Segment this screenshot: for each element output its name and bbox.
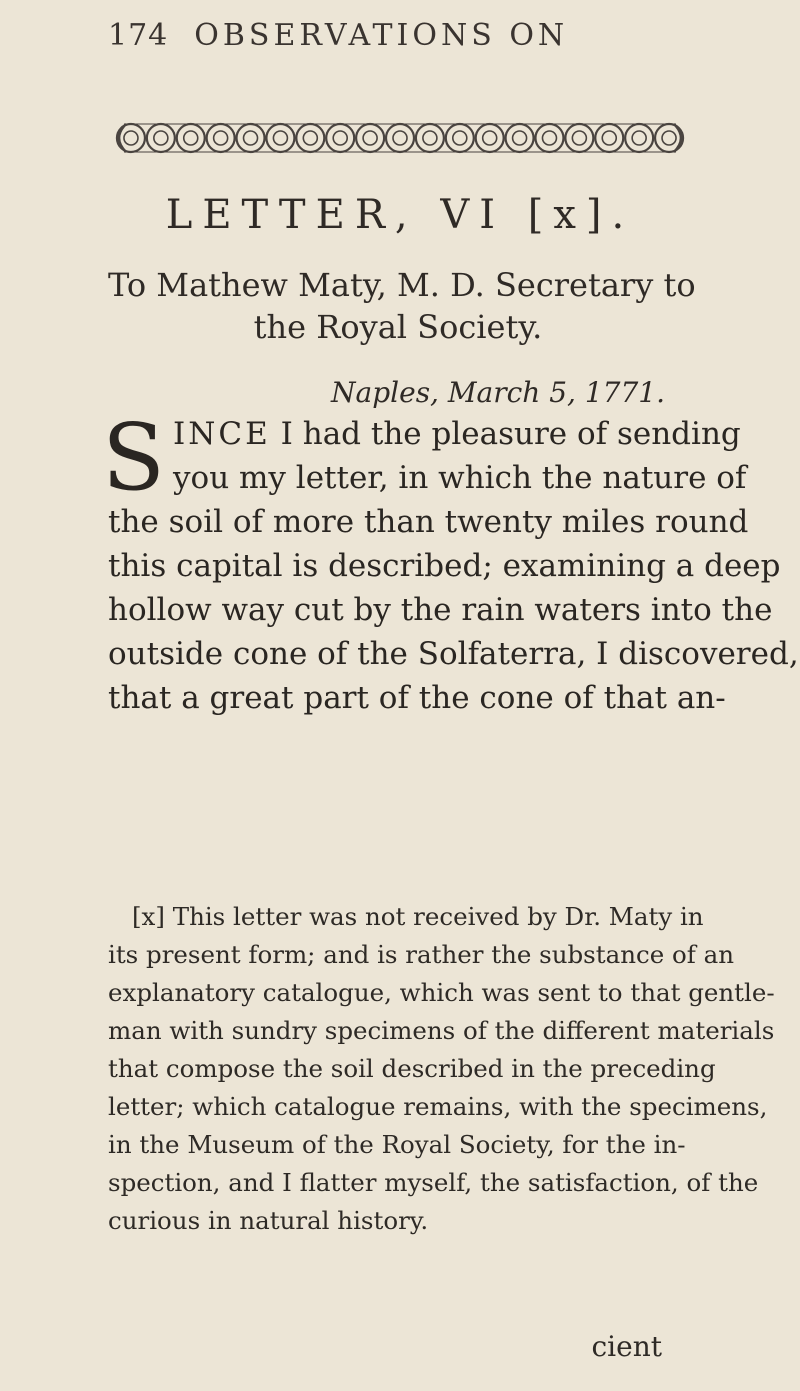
footnote-line-2: its present form; and is rather the substance of an bbox=[108, 940, 734, 969]
address-line-2: the Royal Society. bbox=[253, 308, 543, 346]
dateline: Naples, March 5, 1771. bbox=[331, 376, 665, 409]
drop-cap: S bbox=[102, 404, 166, 511]
body-line-3: the soil of more than twenty miles round bbox=[108, 504, 749, 540]
body-line-5: hollow way cut by the rain waters into the bbox=[108, 592, 773, 628]
footnote bbox=[108, 898, 775, 1240]
address-line-1: To Mathew Maty, M. D. Secretary to bbox=[108, 266, 696, 304]
body-line-6: outside cone of the Solfaterra, I discovered, bbox=[108, 636, 799, 672]
body-line-2: you my letter, in which the nature of bbox=[173, 460, 747, 496]
running-title: OBSERVATIONS ON bbox=[194, 18, 569, 53]
page-number: 174 bbox=[108, 18, 169, 53]
footnote-line-5: that compose the soil described in the preceding bbox=[108, 1054, 716, 1083]
running-head bbox=[108, 18, 668, 53]
footnote-line-9: curious in natural history. bbox=[108, 1206, 429, 1235]
body-line-1 bbox=[108, 412, 741, 456]
footnote-line-7: in the Museum of the Royal Society, for the in- bbox=[108, 1130, 686, 1159]
letter-body bbox=[102, 404, 799, 720]
body-line-1-text: I had the pleasure of sending bbox=[280, 416, 741, 452]
catchword: cient bbox=[591, 1330, 662, 1363]
body-line-4: this capital is described; examining a deep bbox=[108, 548, 781, 584]
ornament-band-icon bbox=[104, 118, 696, 158]
body-line-7: that a great part of the cone of that an- bbox=[108, 680, 726, 716]
footnote-line-8: spection, and I flatter myself, the satisfaction, of the bbox=[108, 1168, 759, 1197]
footnote-line-4: man with sundry specimens of the different materials bbox=[108, 1016, 775, 1045]
letter-heading: LETTER, VI [x]. bbox=[165, 192, 635, 238]
first-word-rest: INCE bbox=[173, 416, 271, 452]
footnote-line-1: [x] This letter was not received by Dr. Maty in bbox=[132, 902, 704, 931]
footnote-line-3: explanatory catalogue, which was sent to that gentle- bbox=[108, 978, 775, 1007]
footnote-line-6: letter; which catalogue remains, with the specimens, bbox=[108, 1092, 768, 1121]
address-block bbox=[108, 264, 696, 348]
